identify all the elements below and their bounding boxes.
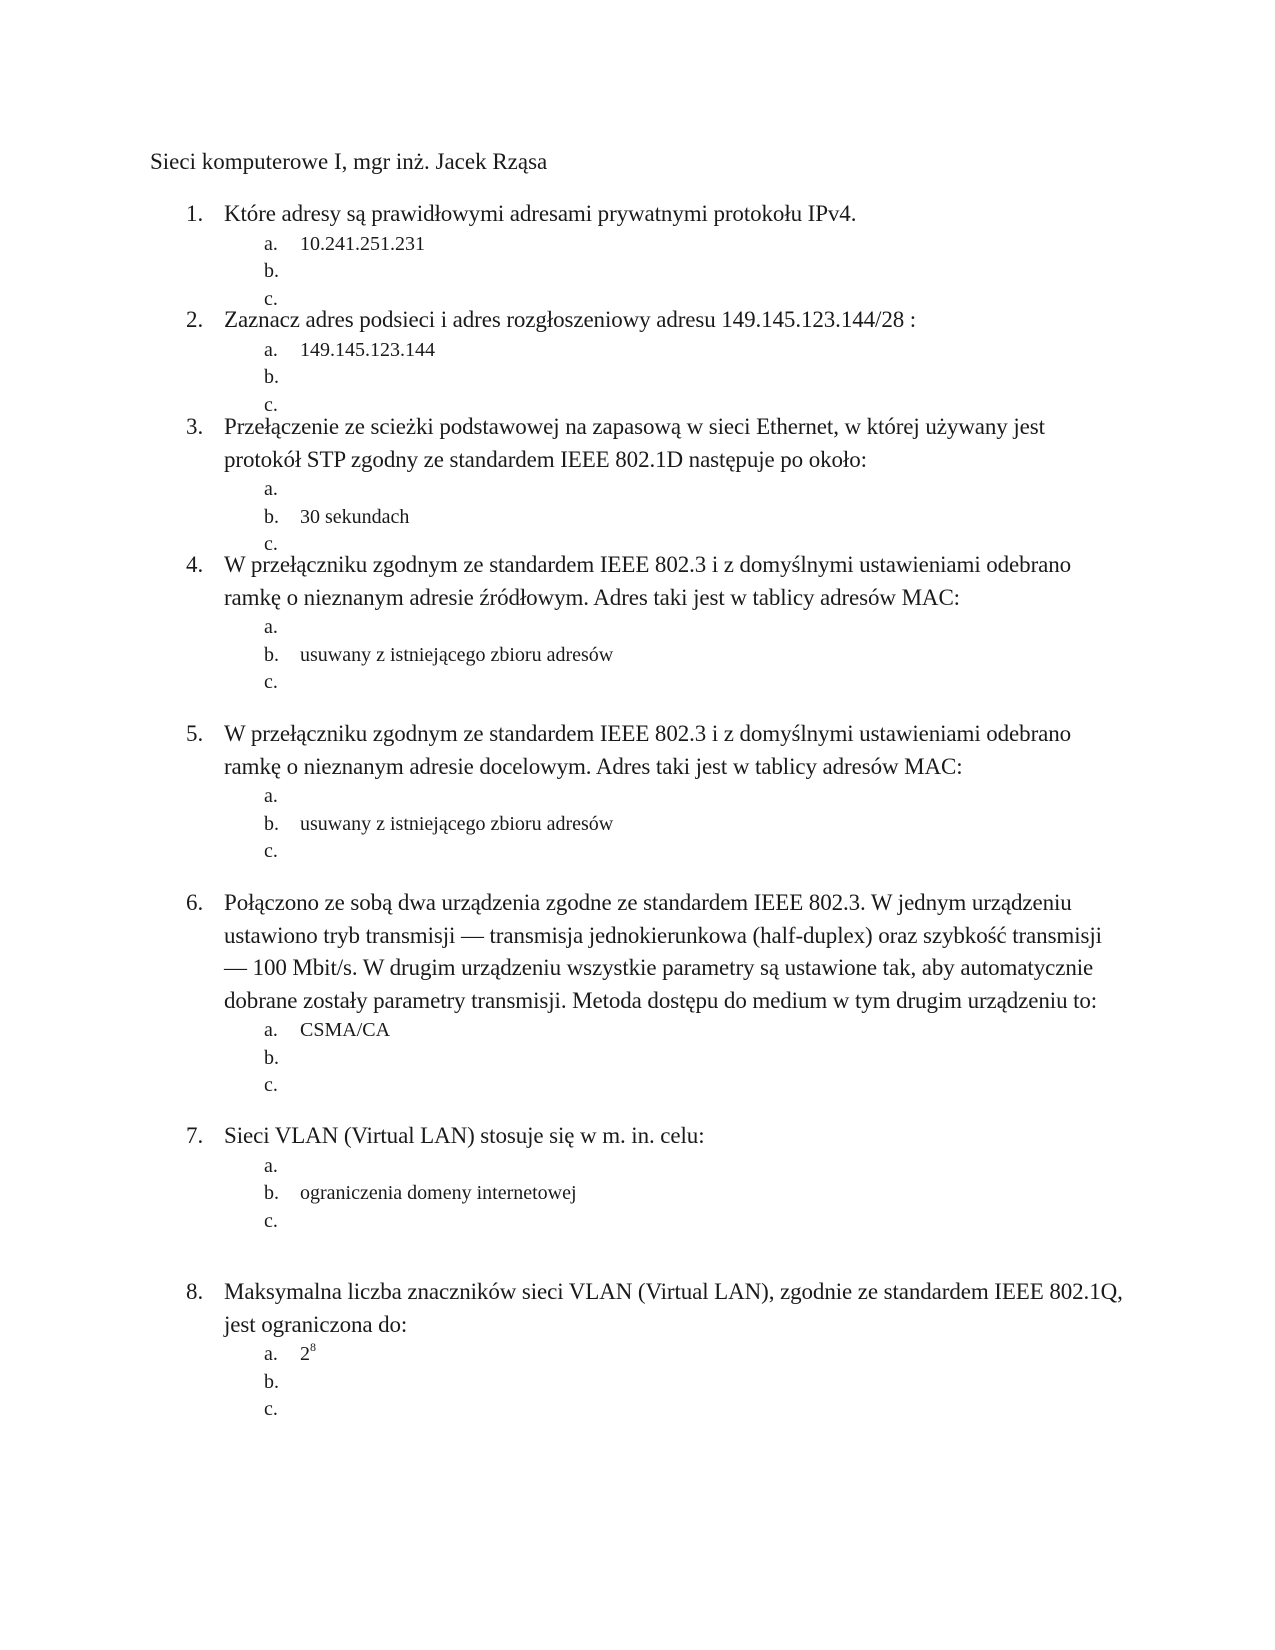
answer-option <box>264 476 1126 504</box>
answer-option <box>264 614 1126 642</box>
answer-option <box>264 838 1126 866</box>
option-letter: c. <box>264 1074 278 1096</box>
option-letter: c. <box>264 287 278 310</box>
answer-option <box>264 1045 1126 1073</box>
question-text: Przełączenie ze scieżki podstawowej na zapasową w sieci Ethernet, w której używany jest protokół STP zgodny ze standardem IEEE 802.1D następuje po około: <box>224 414 1045 472</box>
option-text: CSMA/CA <box>300 1019 391 1041</box>
answer-options <box>264 337 1126 420</box>
question-text: Zaznacz adres podsieci i adres rozgłoszeniowy adresu 149.145.123.144/28 : <box>224 307 917 332</box>
option-letter: c. <box>264 1209 278 1232</box>
option-exponent: 8 <box>310 1340 316 1354</box>
option-letter: b. <box>264 505 279 528</box>
answer-option <box>264 669 1126 697</box>
question-6 <box>186 887 1126 1100</box>
question-8 <box>186 1276 1126 1424</box>
option-text <box>300 1341 316 1369</box>
answer-options <box>264 614 1126 697</box>
question-7 <box>186 1120 1126 1235</box>
question-text: Połączono ze sobą dwa urządzenia zgodne ze standardem IEEE 802.3. W jednym urządzeniu ustawiono tryb transmisji — transmisja jednokierunkowa (half-duplex) oraz szybkość transmisji — 100 Mbit/s. W drugim urządzeniu wszystkie parametry są ustawione tak, aby automatycznie dobrane zostały parametry transmisji. Metoda dostępu do medium w tym drugim urządzeniu to: <box>224 890 1102 1013</box>
answer-options <box>264 476 1126 559</box>
question-number: 3. <box>186 414 204 439</box>
answer-options <box>264 783 1126 866</box>
option-letter: b. <box>264 643 279 666</box>
question-text: W przełączniku zgodnym ze standardem IEEE 802.3 i z domyślnymi ustawieniami odebrano ramkę o nieznanym adresie źródłowym. Adres taki jest w tablicy adresów MAC: <box>224 552 1072 610</box>
answer-option <box>264 1396 1126 1424</box>
question-number: 7. <box>186 1123 204 1148</box>
option-letter: c. <box>264 671 278 693</box>
option-text: 30 sekundach <box>300 505 410 528</box>
question-1 <box>186 198 1126 313</box>
option-letter: b. <box>264 1370 279 1393</box>
question-5 <box>186 718 1126 866</box>
option-letter: b. <box>264 260 279 282</box>
question-number: 2. <box>186 307 204 332</box>
option-letter: c. <box>264 393 278 416</box>
option-letter: a. <box>264 232 278 255</box>
answer-option <box>264 1153 1126 1181</box>
question-3 <box>186 411 1126 559</box>
option-text: usuwany z istniejącego zbioru adresów <box>300 643 614 666</box>
question-number: 6. <box>186 890 204 915</box>
option-letter: a. <box>264 478 278 500</box>
answer-options <box>264 1017 1126 1100</box>
question-number: 5. <box>186 721 204 746</box>
option-text: usuwany z istniejącego zbioru adresów <box>300 812 614 835</box>
answer-option <box>264 1369 1126 1397</box>
option-letter: b. <box>264 366 279 388</box>
answer-option <box>264 337 1126 365</box>
option-letter: a. <box>264 1343 278 1365</box>
answer-option <box>264 1180 1126 1208</box>
answer-option <box>264 1072 1126 1100</box>
option-letter: b. <box>264 1182 279 1204</box>
answer-option <box>264 258 1126 286</box>
question-number: 1. <box>186 201 204 226</box>
answer-option <box>264 504 1126 532</box>
answer-option <box>264 1017 1126 1045</box>
option-letter: c. <box>264 840 278 862</box>
answer-option <box>264 811 1126 839</box>
answer-option <box>264 364 1126 392</box>
answer-option <box>264 231 1126 259</box>
question-number: 8. <box>186 1279 204 1304</box>
option-letter: a. <box>264 616 278 638</box>
answer-options <box>264 231 1126 314</box>
question-text: Które adresy są prawidłowymi adresami prywatnymi protokołu IPv4. <box>224 201 857 226</box>
option-letter: a. <box>264 338 278 361</box>
question-text: Maksymalna liczba znaczników sieci VLAN (Virtual LAN), zgodnie ze standardem IEEE 802.1Q, jest ograniczona do: <box>224 1279 1123 1337</box>
answer-options <box>264 1153 1126 1236</box>
question-text: Sieci VLAN (Virtual LAN) stosuje się w m. in. celu: <box>224 1123 705 1148</box>
option-letter: b. <box>264 812 279 835</box>
option-letter: a. <box>264 785 278 807</box>
answer-option <box>264 783 1126 811</box>
question-number: 4. <box>186 552 204 577</box>
question-2 <box>186 304 1126 419</box>
option-base: 2 <box>300 1343 310 1365</box>
answer-options <box>264 1341 1126 1424</box>
option-letter: a. <box>264 1019 278 1041</box>
option-text: ograniczenia domeny internetowej <box>300 1182 577 1204</box>
answer-option <box>264 1208 1126 1236</box>
option-text: 10.241.251.231 <box>300 232 425 255</box>
option-text: 149.145.123.144 <box>300 338 435 361</box>
question-text: W przełączniku zgodnym ze standardem IEEE 802.3 i z domyślnymi ustawieniami odebrano ramkę o nieznanym adresie docelowym. Adres taki jest w tablicy adresów MAC: <box>224 721 1072 779</box>
option-letter: a. <box>264 1154 278 1177</box>
option-letter: c. <box>264 1398 278 1420</box>
option-letter: b. <box>264 1046 279 1069</box>
question-4 <box>186 549 1126 697</box>
document-header: Sieci komputerowe I, mgr inż. Jacek Rząsa <box>150 149 548 174</box>
option-letter: c. <box>264 533 278 555</box>
answer-option <box>264 1341 1126 1369</box>
answer-option <box>264 642 1126 670</box>
